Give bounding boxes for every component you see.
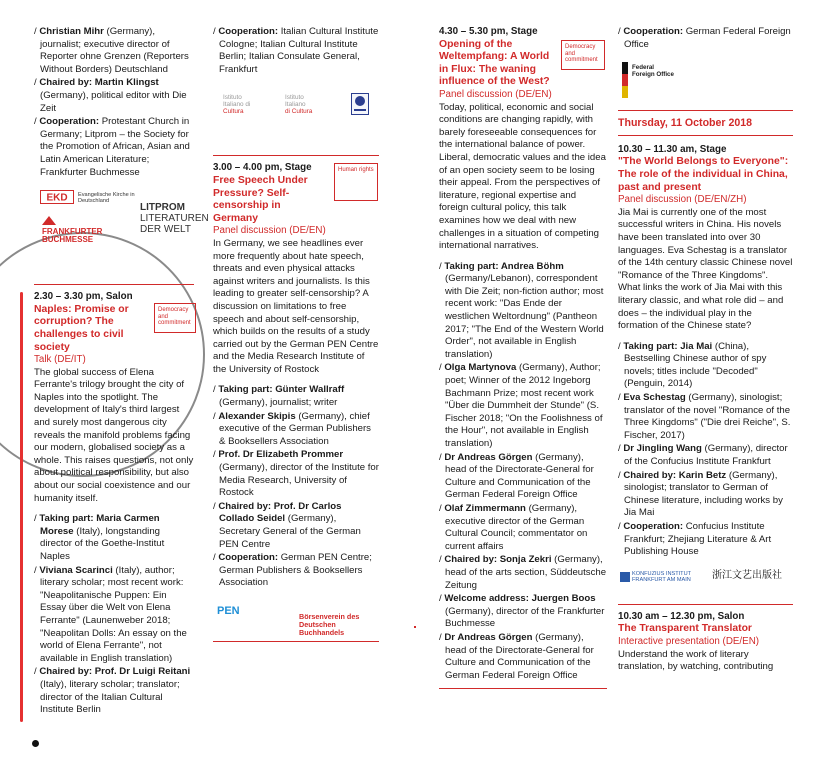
confucius-logo — [620, 572, 630, 587]
category-badge: Democracy and commitment — [561, 40, 605, 70]
col4-logos — [618, 52, 793, 110]
iic1-line-3: Cultura — [223, 107, 244, 115]
fbm-icon — [42, 216, 56, 225]
item-slash: / — [213, 410, 219, 422]
italian-emblem-icon — [351, 93, 369, 115]
litprom-line-1: LITPROM — [140, 202, 185, 214]
col1-event — [34, 291, 194, 717]
event-format: Panel discussion (DE/EN/ZH) — [618, 194, 747, 206]
annotation-red-line — [20, 292, 23, 722]
item-slash: / — [213, 552, 219, 564]
list-item — [439, 452, 607, 502]
item-bold: Chaired by: Prof. Dr Carlos Collado Seidel — [218, 500, 342, 525]
col1-logos — [34, 180, 209, 284]
event-format: Talk (DE/IT) — [34, 354, 86, 366]
item-bold: Chaired by: Karin Betz — [623, 469, 727, 481]
item-bold: Viviana Scarinci — [39, 564, 113, 576]
list-item — [618, 341, 793, 391]
item-text: (Germany), executive director of the German Cultural Council; commentator on current affairs — [445, 502, 588, 552]
category-badge: Democracy and commitment — [154, 303, 196, 333]
event-description: The global success of Elena Ferrante's trilogy brought the city of Naples into the spotlight. The development of Italy's third largest and surely most dangerous city reveals the manifold problems facing our modern, globalised society as a whole. This raises questions, not only about political responsibility, but also about our social coexistence and our humanity itself. — [34, 366, 194, 504]
item-text: (Germany), Secretary General of the German PEN Centre — [219, 513, 361, 550]
litprom-line-3: DER WELT — [140, 224, 191, 236]
item-bold: Taking part: Günter Wallraff — [218, 384, 345, 396]
item-bold: Dr Andreas Görgen — [444, 631, 533, 643]
iic1-line-2: Italiano di — [223, 100, 251, 108]
list-item — [618, 392, 793, 442]
item-bold: Eva Schestag — [623, 392, 686, 404]
item-slash: / — [439, 260, 445, 272]
col4-rule-3 — [618, 604, 793, 605]
ekd-text: Evangelische Kirche in Deutschland — [78, 192, 135, 205]
item-bold: Cooperation: — [218, 26, 279, 37]
ci-line-3: FRANKFURT AM MAIN — [632, 576, 691, 583]
col1-top-items — [34, 26, 194, 179]
event-time: 4.30 – 5.30 pm, Stage — [439, 26, 538, 37]
event-time: 10.30 – 11.30 am, Stage — [618, 143, 727, 155]
iic1-line-1: Istituto — [223, 94, 242, 102]
zhejiang-logo: 浙江文艺出版社 — [712, 569, 782, 581]
event-time: 2.30 – 3.30 pm, Salon — [34, 291, 133, 303]
list-item — [34, 666, 194, 716]
list-item — [439, 632, 607, 682]
col2-event — [213, 162, 379, 590]
item-slash: / — [34, 564, 40, 576]
item-slash: / — [213, 449, 219, 461]
item-text: (Germany), journalist; executive director of Reporter ohne Grenzen (Reporters Without Borders) Deutschland — [40, 26, 189, 75]
item-bold: Chaired by: Prof. Dr Luigi Reitani — [39, 666, 191, 678]
item-slash: / — [439, 451, 445, 463]
ffo-line-1: Federal — [632, 64, 655, 72]
fbm-logo — [42, 216, 102, 245]
iic-cologne-logo — [223, 95, 250, 115]
list-item — [618, 443, 793, 468]
item-slash: / — [213, 26, 219, 37]
bullet-dot — [32, 740, 39, 747]
iic2-line-3: di Cultura — [285, 107, 313, 115]
col4-rule-2 — [618, 135, 793, 136]
item-slash: / — [34, 513, 40, 525]
item-slash: / — [618, 443, 624, 455]
ci-line-1: KONFUZIUS — [632, 570, 665, 577]
iic2-line-1: Istituto — [285, 94, 304, 102]
list-item — [213, 449, 379, 499]
item-text: (Germany), chief executive of the German Publishers & Booksellers Association — [219, 410, 371, 447]
item-slash: / — [618, 340, 624, 352]
event-description: Jia Mai is currently one of the most successful writers in China. His novels have been translated into over 30 languages. Eva Schestag is a translator of the 14th century classic Chinese novel "Romance of the Three Kingdoms". What links the work of Jia Mai with this literary classic, and what role did – and does – the individual play in the formation of the Chinese state? — [618, 206, 793, 332]
list-item — [618, 26, 793, 51]
german-flag-icon — [622, 62, 628, 103]
item-slash: / — [618, 26, 624, 37]
item-bold: Taking part: Jia Mai — [623, 340, 713, 352]
item-slash: / — [34, 77, 40, 89]
column-3 — [439, 26, 607, 695]
item-bold: Dr Andreas Görgen — [444, 451, 533, 463]
item-text: (Italy), longstanding director of the Goethe-Institut Naples — [40, 525, 165, 562]
svg-text:EKD: EKD — [46, 192, 68, 204]
iic-berlin-logo — [285, 95, 312, 115]
item-bold: Taking part: Maria Carmen Morese — [39, 513, 160, 537]
bv-line-2: Deutschen Buchhandels — [299, 619, 345, 637]
event-title: The Transparent Translator — [618, 623, 752, 635]
bv-line-1: Börsenverein des — [299, 611, 360, 621]
event-title: Opening of the Weltempfang: A World in Flux: The waning influence of the West? — [439, 38, 550, 88]
event-time: 10.30 am – 12.30 pm, Salon — [618, 610, 745, 622]
item-text: (Germany), sinologist; translator of the novel "Romance of the Three Kingdoms" ("Die drei Reiche", S. Fischer, 2017) — [624, 392, 791, 441]
list-item — [34, 116, 194, 179]
item-bold: Christian Mihr — [39, 26, 104, 37]
confucius-icon — [620, 572, 630, 582]
ekd-icon — [40, 190, 74, 204]
col4-top-items — [618, 26, 793, 51]
item-bold: Cooperation: — [218, 552, 279, 564]
event-format: Panel discussion (DE/EN) — [439, 88, 552, 100]
consulate-logo — [351, 93, 369, 120]
col1-rule — [34, 284, 194, 285]
item-slash: / — [213, 384, 219, 396]
item-slash: / — [618, 521, 624, 532]
day-heading: Thursday, 11 October 2018 — [618, 117, 753, 130]
item-bold: Olaf Zimmermann — [444, 502, 526, 514]
col2-event-items — [213, 384, 379, 590]
item-text: (Germany), director of the Frankfurter Buchmesse — [445, 605, 605, 630]
item-slash: / — [618, 469, 624, 481]
item-text: (China), Bestselling Chinese author of spy novels; titles include "Decoded" (Penguin, 2014) — [624, 340, 767, 390]
list-item — [439, 362, 607, 450]
list-item — [439, 593, 607, 631]
col1-event-items — [34, 513, 194, 717]
item-text: German PEN Centre; German Publishers & Booksellers Association — [219, 552, 372, 589]
item-bold: Chaired by: Martin Klingst — [39, 77, 159, 89]
event-title: Free Speech Under Pressure? Self-censorship in Germany — [213, 174, 308, 224]
list-item — [213, 411, 379, 449]
item-slash: / — [439, 554, 445, 566]
col2-rule — [213, 155, 379, 156]
event-description: Today, political, economic and social conditions are changing rapidly, with barely foreseeable consequences for the international balance of power. Liberal, democratic values and the idea of an open society seem to be losing their appeal. From the perspectives of literature, regional expertise and foreign cultural policy, this talk examines how we deal with new challenges in a situation of competing international narratives. — [439, 101, 606, 252]
item-text: (Germany), Author; poet; Winner of the 2012 Ingeborg Bachmann Prize; most recent work "Über die Dummheit der Stunde" (S. Fischer 2018; "On the Foolishness of the Hour", not available in English translation) — [445, 362, 603, 449]
col2-logos-2 — [213, 591, 379, 635]
item-bold: Chaired by: Sonja Zekri — [444, 554, 552, 566]
iic2-line-2: Italiano — [285, 100, 306, 108]
item-text: (Germany), political editor with Die Zeit — [40, 89, 187, 114]
pen-logo: PEN — [217, 604, 240, 617]
litprom-logo — [140, 202, 209, 235]
boersenverein-logo — [299, 613, 379, 637]
list-item — [213, 501, 379, 551]
item-bold: Alexander Skipis — [218, 410, 296, 422]
column-2 — [213, 26, 379, 648]
list-item — [34, 565, 194, 666]
item-slash: / — [34, 666, 40, 678]
list-item — [213, 26, 379, 76]
item-bold: Olga Martynova — [444, 362, 517, 374]
confucius-text — [632, 571, 691, 583]
item-text: (Germany), head of the Directorate-General for Culture and Communication of the German Federal Foreign Office — [445, 451, 594, 501]
column-4 — [618, 26, 793, 674]
event-description: Understand the work of literary translation, by watching, contributing — [618, 648, 774, 673]
col3-event-items — [439, 261, 607, 683]
event-time: 3.00 – 4.00 pm, Stage — [213, 162, 312, 174]
item-slash: / — [34, 26, 40, 37]
col3-rule-bottom — [439, 688, 607, 689]
list-item — [439, 261, 607, 362]
list-item — [618, 521, 793, 559]
item-text: (Germany/Lebanon), correspondent with Die Zeit; non-fiction author; most recent work: "Das Ende der westlichen Weltordnung" (Pantheon 2017; "The End of the Western World Order", not available in English translation) — [445, 273, 604, 360]
ekd-logo — [40, 190, 74, 209]
list-item — [34, 513, 194, 563]
col4-logos-2 — [618, 560, 793, 600]
list-item — [213, 552, 379, 590]
item-bold: Cooperation: — [623, 521, 684, 532]
event-description: In Germany, we see headlines ever more frequently about hate speech, threats and even physical attacks against writers and journalists. Is this leading to greater self-censorship? A discussion on limitations to free speech and about self-censorship, which builds on the results of a study carried out by the German PEN Centre and the Media Research Institute of the University of Rostock — [213, 237, 379, 375]
col4-rule — [618, 110, 793, 111]
item-bold: Cooperation: — [39, 116, 100, 128]
item-slash: / — [34, 116, 40, 128]
item-bold: Prof. Dr Elizabeth Prommer — [218, 449, 344, 461]
event-format: Interactive presentation (DE/EN) — [618, 635, 760, 647]
item-bold: Welcome address: Juergen Boos — [444, 593, 596, 605]
item-slash: / — [439, 502, 445, 514]
list-item — [439, 554, 607, 592]
col4-event-items — [618, 341, 793, 559]
item-text: Protestant Church in Germany; Litprom – the Society for the Promotion of African, Asian and Latin American Literature; Frankfurter Buchmesse — [40, 116, 190, 178]
list-item — [618, 470, 793, 520]
col2-top-items — [213, 26, 379, 76]
item-text: Confucius Institute Frankfurt; Zhejiang Literature & Art Publishing House — [624, 521, 772, 558]
col2-rule-bottom — [213, 641, 379, 642]
event-format: Panel discussion (DE/EN) — [213, 225, 326, 237]
ffo-logo — [632, 64, 674, 78]
item-slash: / — [439, 362, 445, 374]
list-item — [34, 26, 194, 76]
col4-event-1 — [618, 144, 793, 559]
item-text: (Germany), sinologist; translator to German of Chinese literature, including works by Jia Mai — [624, 469, 783, 519]
item-text: German Federal Foreign Office — [624, 26, 791, 50]
item-slash: / — [213, 500, 219, 512]
red-speck — [414, 626, 416, 628]
event-title: Naples: Promise or corruption? The challenges to civil society — [34, 303, 129, 353]
item-bold: Cooperation: — [623, 26, 684, 37]
col2-logos — [213, 77, 379, 155]
list-item — [34, 77, 194, 115]
fbm-line-2: BUCHMESSE — [42, 235, 94, 245]
item-slash: / — [439, 631, 445, 643]
item-text: (Italy), literary scholar; translator; director of the Italian Cultural Institute Berlin — [40, 678, 180, 716]
item-text: (Germany), head of the Directorate-General for Culture and Communication of the German Federal Foreign Office — [445, 631, 594, 681]
item-text: (Germany), director of the Institute for Media Research, University of Rostock — [219, 462, 379, 499]
event-title: "The World Belongs to Everyone": The role of the individual in China, past and present — [618, 156, 789, 193]
list-item — [213, 384, 379, 409]
col3-event — [439, 26, 607, 682]
category-badge: Human rights — [334, 163, 378, 201]
list-item — [439, 503, 607, 553]
item-slash: / — [618, 392, 624, 404]
item-bold: Taking part: Andrea Böhm — [444, 260, 564, 272]
litprom-line-2: LITERATUREN — [140, 213, 209, 225]
item-bold: Dr Jingling Wang — [623, 443, 702, 455]
item-text: Italian Cultural Institute Cologne; Italian Cultural Institute Berlin; Italian Consulate General, Frankfurt — [219, 26, 379, 75]
item-text: (Italy), author; literary scholar; most recent work: "Neapolitanische Puppen: Ein Essay über die Welt von Elena Ferrante" (Launenweber 2018; "Neapolitan Dolls: An essay on the world of Elena Ferrante", not available in English translation) — [40, 564, 187, 664]
item-text: (Germany), director of the Confucius Institute Frankfurt — [624, 443, 788, 468]
item-text: (Germany), journalist; writer — [219, 397, 338, 409]
fbm-line-1: FRANKFURTER — [42, 226, 103, 236]
item-text: (Germany), head of the arts section, Süddeutsche Zeitung — [445, 554, 607, 591]
col4-event-2 — [618, 611, 793, 674]
item-slash: / — [439, 593, 445, 605]
ci-line-2: INSTITUT — [665, 570, 692, 577]
ffo-line-2: Foreign Office — [632, 71, 674, 79]
column-1 — [34, 26, 209, 718]
